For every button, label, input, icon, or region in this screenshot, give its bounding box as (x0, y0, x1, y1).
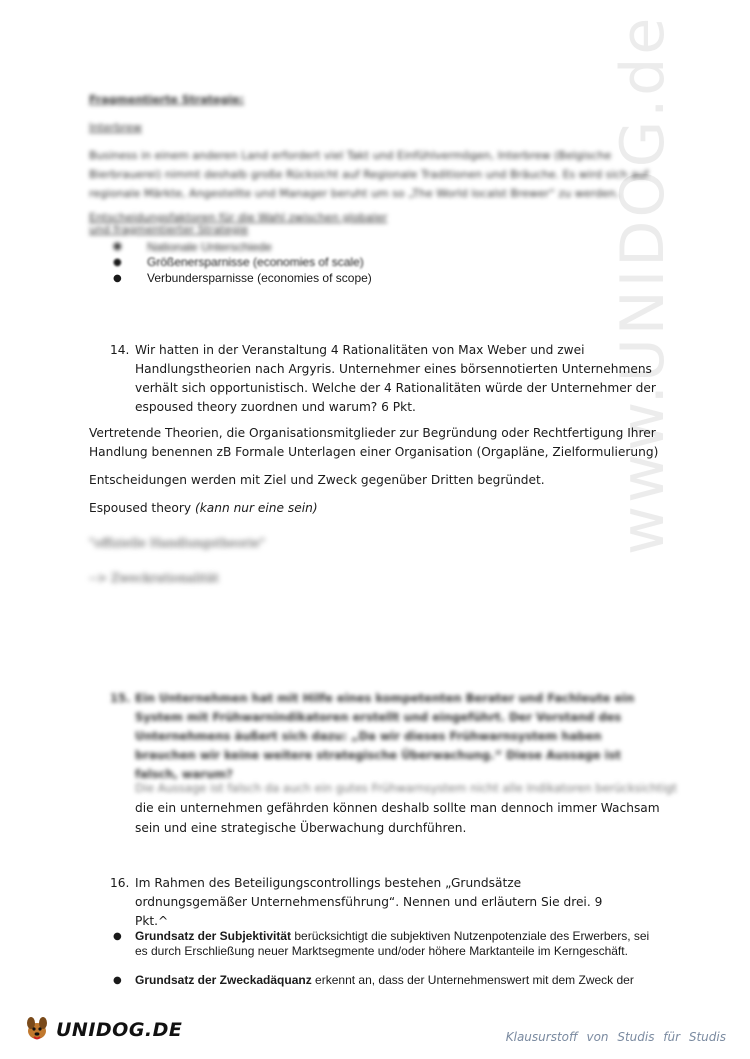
factors-heading-2: und fragmentierter Strategie (89, 223, 249, 236)
unidog-logo[interactable] (22, 1013, 182, 1047)
q14-blurred-2: --> Zweckrationalität (89, 571, 219, 585)
q16-bullet-2-bold: Grundsatz der Zweckadäquanz (135, 973, 312, 987)
bullet-dot: ● (113, 257, 122, 268)
q14-answer-2: Entscheidungen werden mit Ziel und Zweck gegenüber Dritten begründet. (89, 473, 545, 487)
factor-bullet-3: Verbundersparnisse (economies of scope) (147, 271, 372, 285)
q16-bullet-1-rest: berücksichtigt die subjektiven Nutzenpotenziale des Erwerbers, sei es durch Erschließung neuer Marktsegmente und/oder höhere Marktanteile im Kerngeschäft. (135, 929, 650, 958)
factor-bullet-2: Größenersparnisse (economies of scale) (147, 255, 364, 269)
factors-heading-1: Entscheidungsfaktoren für die Wahl zwischen globaler (89, 211, 388, 224)
footer-tagline: Klausurstoff von Studis für Studis (505, 1030, 726, 1044)
q14-answer-3 (89, 499, 318, 518)
q16-number: 16. (110, 876, 130, 890)
dog-icon (22, 1013, 52, 1047)
q14-text: Wir hatten in der Veranstaltung 4 Rationalitäten von Max Weber und zwei Handlungstheorien nach Argyris. Unternehmer eines börsennotierten Unternehmens verhält sich opportunistisch. Welche der 4 Rationalitäten würde der Unternehmer der espoused theory zuordnen und warum? 6 Pkt. (135, 343, 656, 414)
q16-bullet-2 (135, 973, 665, 988)
q14-answer-1: Vertretende Theorien, die Organisationsmitglieder zur Begründung oder Rechtfertigung Ihrer Handlung benennen zB Formale Unterlagen einer Organisation (Orgapläne, Zielformulierung) (89, 426, 659, 459)
q15-text: Ein Unternehmen hat mit Hilfe eines kompetenten Berater und Fachleute ein System mit Frühwarnindikatoren erstellt und eingeführt. Der Vorstand des Unternehmens äußert sich dazu: „Da wir dieses Frühwarnsystem haben brauchen wir keine weitere strategische Überwachung.“ Diese Aussage ist falsch, warum? (135, 691, 635, 781)
logo-text: UNIDOG.DE (56, 1019, 183, 1041)
fragment-heading: Fragmentierte Strategie: (89, 93, 244, 106)
q14-answer-3-prefix: Espoused theory (89, 501, 195, 515)
q14-number: 14. (110, 343, 130, 357)
q15-answer-blurred: Die Aussage ist falsch da auch ein gutes Frühwarnsystem nicht alle Indikatoren berücksichtigt (135, 781, 677, 795)
fragment-paragraph: Business in einem anderen Land erfordert viel Takt und Einfühlvermögen, Interbrew (Belgische Bierbrauerei) nimmt deshalb große Rücksicht auf Regionale Traditionen und Bräuche. Es wird sich auf regionale Märkte, Angestellte und Manager beruht um so „The World localst Brewer“ zu werden. (89, 149, 649, 200)
fragment-subheading: Interbrew (89, 121, 142, 134)
q14-blurred-1: "offizielle Handlungstheorie" (89, 536, 266, 550)
q16-bullet-1-bold: Grundsatz der Subjektivität (135, 929, 292, 943)
q14-answer-3-italic: (kann nur eine sein) (194, 501, 318, 515)
bullet-dot: ● (113, 975, 122, 986)
watermark: www.UNIDOG.de (608, 14, 678, 555)
bullet-dot: ● (113, 241, 122, 252)
bullet-dot: ● (113, 931, 122, 942)
factor-bullet-1: Nationale Unterschiede (147, 240, 272, 254)
q15-number: 15. (110, 691, 131, 705)
bullet-dot: ● (113, 273, 122, 284)
q16-text: Im Rahmen des Beteiligungscontrollings bestehen „Grundsätze ordnungsgemäßer Unternehmensführung“. Nennen und erläutern Sie drei. 9 Pkt.^ (135, 876, 603, 928)
q15-answer-visible: die ein unternehmen gefährden können deshalb sollte man dennoch immer Wachsam sein und eine strategische Überwachung durchführen. (135, 801, 660, 835)
q16-bullet-2-rest: erkennt an, dass der Unternehmenswert mit dem Zweck der (311, 973, 634, 987)
q16-bullet-1 (135, 929, 665, 959)
